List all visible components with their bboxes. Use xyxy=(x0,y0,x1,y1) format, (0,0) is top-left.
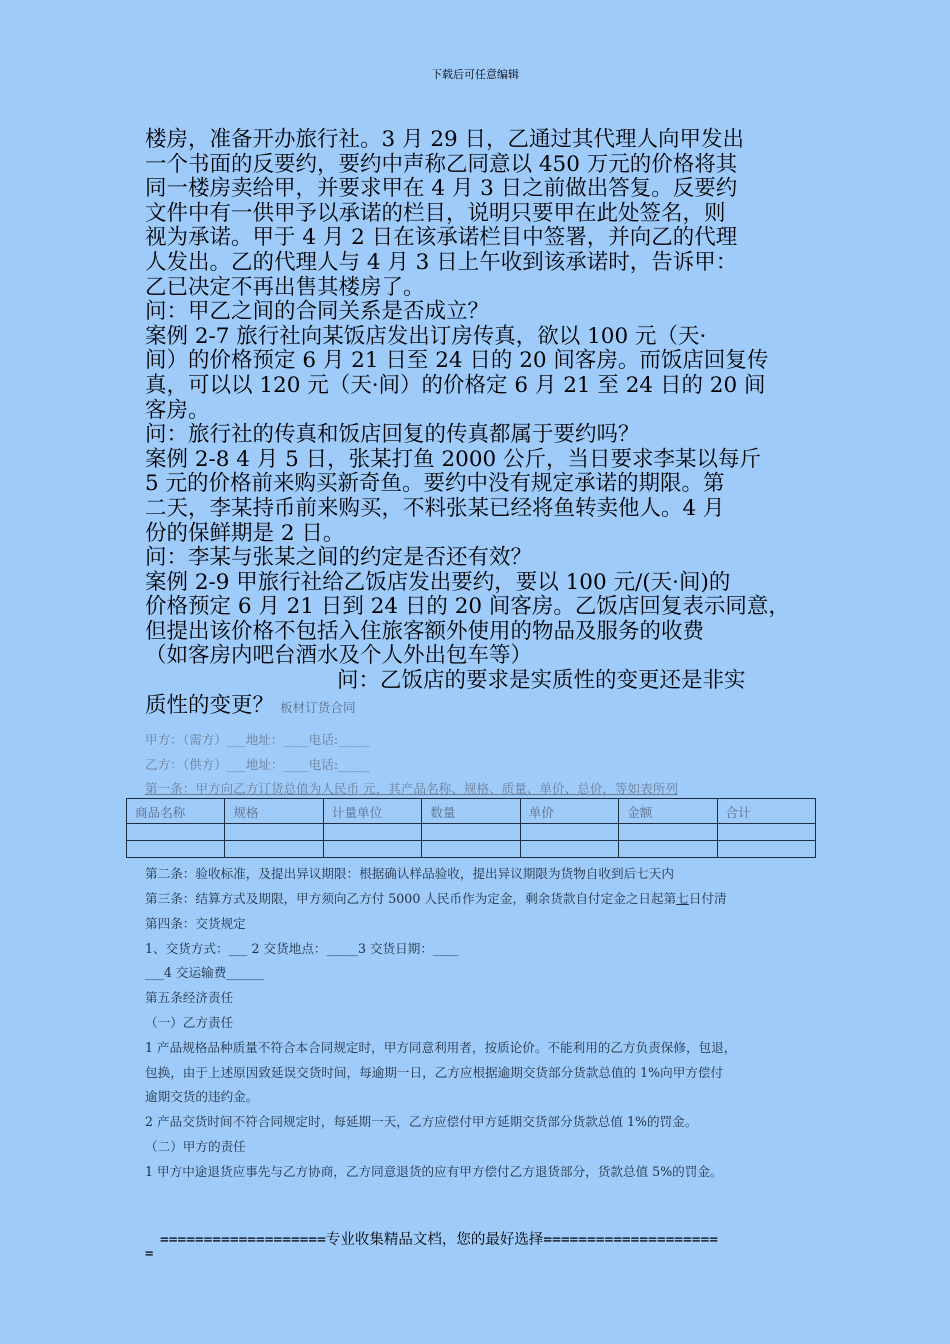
paragraph-line: 价格预定 6 月 21 日到 24 日的 20 间客房。乙饭店回复表示同意， xyxy=(145,594,790,620)
table-cell xyxy=(323,824,421,841)
case-text xyxy=(145,128,817,720)
table-header-cell: 计量单位 xyxy=(323,799,421,824)
paragraph-line: 乙已决定不再出售其楼房了。 xyxy=(145,274,425,300)
paragraph-line: 客房。 xyxy=(145,397,210,423)
clause-3-text: 第三条：结算方式及期限，甲方须向乙方付 5000 人民币作为定金，剩余货款自付定金之日起第 xyxy=(145,891,677,906)
table-cell xyxy=(717,841,815,858)
resp-b-heading: （一）乙方责任 xyxy=(145,1015,234,1030)
table-cell xyxy=(422,824,520,841)
footer-banner: ===================专业收集精品文档，您的最好选择==================== xyxy=(160,1232,718,1248)
paragraph-line: 但提出该价格不包括入住旅客额外使用的物品及服务的收费 xyxy=(145,618,705,644)
table-header-cell: 单价 xyxy=(520,799,618,824)
paragraph-line: （如客房内吧台酒水及个人外出包车等） xyxy=(145,643,533,669)
table-cell xyxy=(520,841,618,858)
paragraph-line: 间）的价格预定 6 月 21 日至 24 日的 20 间客房。而饭店回复传 xyxy=(145,348,769,374)
table-header-row xyxy=(127,799,816,824)
clause-4: 第四条：交货规定 xyxy=(145,916,246,931)
table-header-cell: 合计 xyxy=(717,799,815,824)
table-cell xyxy=(127,841,225,858)
resp-b-1-line-2: 包换，由于上述原因致延误交货时间，每逾期一日，乙方应根据逾期交货部分货款总值的 1%向甲方偿付 xyxy=(145,1065,724,1080)
question-line: 问：甲乙之间的合同关系是否成立？ xyxy=(145,299,490,325)
paragraph-line: 真，可以以 120 元（天·间）的价格定 6 月 21 至 24 日的 20 间 xyxy=(145,372,766,398)
paragraph-line: 文件中有一供甲予以承诺的栏目，说明只要甲在此处签名，则 xyxy=(145,200,726,226)
paragraph-line: 案例 2-8 4 月 5 日，张某打鱼 2000 公斤，当日要求李某以每斤 xyxy=(145,446,762,472)
paragraph-line: 楼房，准备开办旅行社。3 月 29 日，乙通过其代理人向甲发出 xyxy=(145,127,745,152)
table-cell xyxy=(127,824,225,841)
resp-b-1-line-1: 1 产品规格品种质量不符合本合同规定时，甲方同意利用者，按质论价。不能利用的乙方负责保修，包退， xyxy=(145,1040,737,1055)
question-line: 问：乙饭店的要求是实质性的变更还是非实 xyxy=(337,668,746,694)
paragraph-line: 案例 2-9 甲旅行社给乙饭店发出要约，要以 100 元/(天·间)的 xyxy=(145,569,731,595)
party-a-line: 甲方：（需方）___地址：____电话:_____ xyxy=(145,732,370,747)
clause-3 xyxy=(145,888,817,907)
party-b-line: 乙方：（供方）___地址：____电话:_____ xyxy=(145,757,370,772)
question-line xyxy=(145,694,817,721)
paragraph-line: 人发出。乙的代理人与 4 月 3 日上午收到该承诺时，告诉甲： xyxy=(145,249,738,275)
paragraph-line: 份的保鲜期是 2 日。 xyxy=(145,520,345,546)
page-header: 下载后可任意编辑 xyxy=(431,68,519,81)
delivery-line-2: ___4 交运输费______ xyxy=(145,965,265,980)
resp-a-heading: （二）甲方的责任 xyxy=(145,1139,246,1154)
paragraph-line: 一个书面的反要约，要约中声称乙同意以 450 万元的价格将其 xyxy=(145,151,738,177)
table-header-cell: 数量 xyxy=(422,799,520,824)
table-header-cell: 规格 xyxy=(225,799,323,824)
table-cell xyxy=(717,824,815,841)
table-cell xyxy=(520,824,618,841)
clause-3-end: 日付清 xyxy=(688,891,727,906)
table-cell xyxy=(422,841,520,858)
table-cell xyxy=(225,841,323,858)
paragraph-line: 视为承诺。甲于 4 月 2 日在该承诺栏目中签署，并向乙的代理 xyxy=(145,225,738,251)
question-end: 质性的变更？ xyxy=(145,692,275,718)
clause-1: 第一条：甲方向乙方订货总值为人民币 元，其产品名称、规格、质量、单价、总价，等如表所列 xyxy=(145,781,678,796)
paragraph-line: 案例 2-7 旅行社向某饭店发出订房传真，欲以 100 元（天· xyxy=(145,323,707,349)
paragraph-line: 同一楼房卖给甲，并要求甲在 4 月 3 日之前做出答复。反要约 xyxy=(145,176,738,202)
resp-b-1-line-3: 逾期交货的违约金。 xyxy=(145,1089,259,1104)
table-cell xyxy=(225,824,323,841)
table-row xyxy=(127,841,816,858)
contract-title: 板材订货合同 xyxy=(280,699,356,715)
footer-banner-tail: = xyxy=(145,1246,154,1262)
paragraph-line: 二天，李某持币前来购买，不料张某已经将鱼转卖他人。4 月 xyxy=(145,495,725,521)
table-cell xyxy=(619,841,717,858)
resp-b-2: 2 产品交货时间不符合同规定时，每延期一天，乙方应偿付甲方延期交货部分货款总值 1%的罚金。 xyxy=(145,1114,698,1129)
question-line: 问：旅行社的传真和饭店回复的传真都属于要约吗？ xyxy=(145,422,640,448)
delivery-line-1: 1、交货方式：___ 2 交货地点：_____3 交货日期：____ xyxy=(145,941,459,956)
paragraph-line: 5 元的价格前来购买新奇鱼。要约中没有规定承诺的期限。第 xyxy=(145,471,725,497)
table-header-cell: 金额 xyxy=(619,799,717,824)
clause-2: 第二条：验收标准，及提出异议期限：根据确认样品验收，提出异议期限为货物自收到后七天内 xyxy=(145,866,674,881)
table-cell xyxy=(619,824,717,841)
order-table xyxy=(126,798,816,858)
table-row xyxy=(127,824,816,841)
table-cell xyxy=(323,841,421,858)
clause-5: 第五条经济责任 xyxy=(145,990,234,1005)
question-line: 问：李某与张某之间的约定是否还有效？ xyxy=(145,545,533,571)
clause-3-days: 七 xyxy=(676,891,689,906)
resp-a-1: 1 甲方中途退货应事先与乙方协商，乙方同意退货的应有甲方偿付乙方退货部分，货款总值 5%的罚金。 xyxy=(145,1164,723,1179)
table-header-cell: 商品名称 xyxy=(127,799,225,824)
